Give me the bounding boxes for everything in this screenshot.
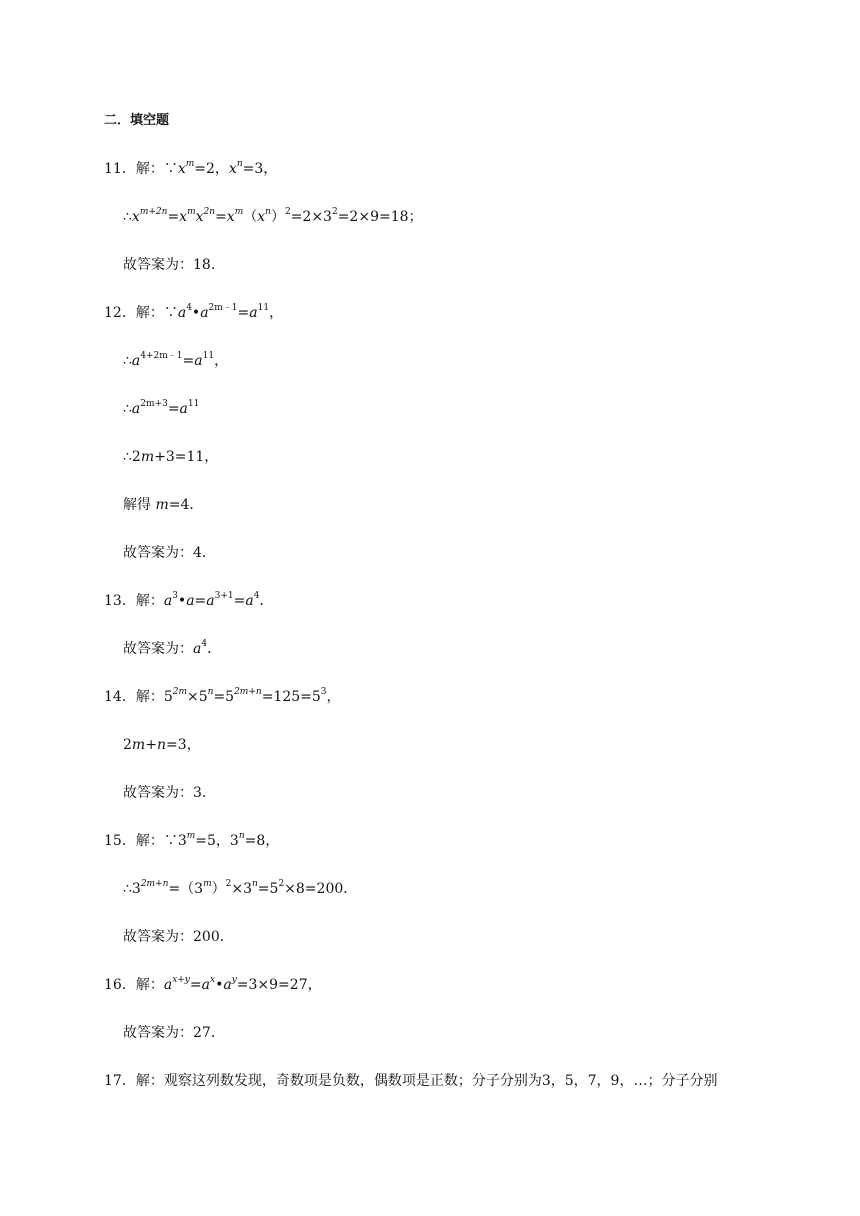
solution-12-line-5: 解得 m=4． [123,497,204,513]
section-title: 二．填空题 [104,113,170,128]
solution-11-line-1: 11．解：$\because x^m=2$，$x^n=3$， [104,159,278,177]
answer-16: 故答案为：27． [123,1025,225,1041]
solution-12-line-3: $\therefore a^{2m+3}=a^{11}$ [123,399,200,417]
solution-13-line-1: 13．解：$a^3•a=a^{3+1}=a^4$． [104,591,274,609]
solution-12-line-1: 12．解：$\because a^4•a^{2m﹣1}=a^{11}$， [104,303,284,321]
solution-12-line-2: $\therefore a^{4+2m﹣1}=a^{11}$， [123,351,229,369]
solution-16-line-1: 16．解：$a^{x+y}=a^x•a^y=3\times 9=27$， [104,975,322,993]
answer-12: 故答案为：4． [123,545,216,561]
solution-15-line-2: $\therefore 3^{2m+n}=(3^m)^2\times 3^n=5^2\times 8=200$． [123,879,358,897]
solution-11-line-2: $\therefore x^{m+2n}=x^mx^{2n}=x^m(x^n)^2=2\times 3^2=2\times 9=18$； [123,207,423,225]
solution-17-line-1: 17．解：观察这列数发现，奇数项是负数，偶数项是正数；分子分别为3，5，7，9，…；分子分别 [104,1073,718,1089]
answer-11: 故答案为：18． [123,257,225,273]
answer-15: 故答案为：200． [123,929,234,945]
solution-15-line-1: 15．解：$\because 3^m=5$，$3^n=8$， [104,831,280,849]
solution-14-line-1: 14．解：$5^{2m}\times 5^n=5^{2m+n}=125=5^3$， [104,687,341,705]
answer-13: 故答案为：$a^4$． [123,639,222,657]
answer-14: 故答案为：3． [123,785,216,801]
solution-14-line-2: 2m+n=3， [123,737,201,753]
solution-12-line-4: ∴2m+3=11， [123,449,219,465]
